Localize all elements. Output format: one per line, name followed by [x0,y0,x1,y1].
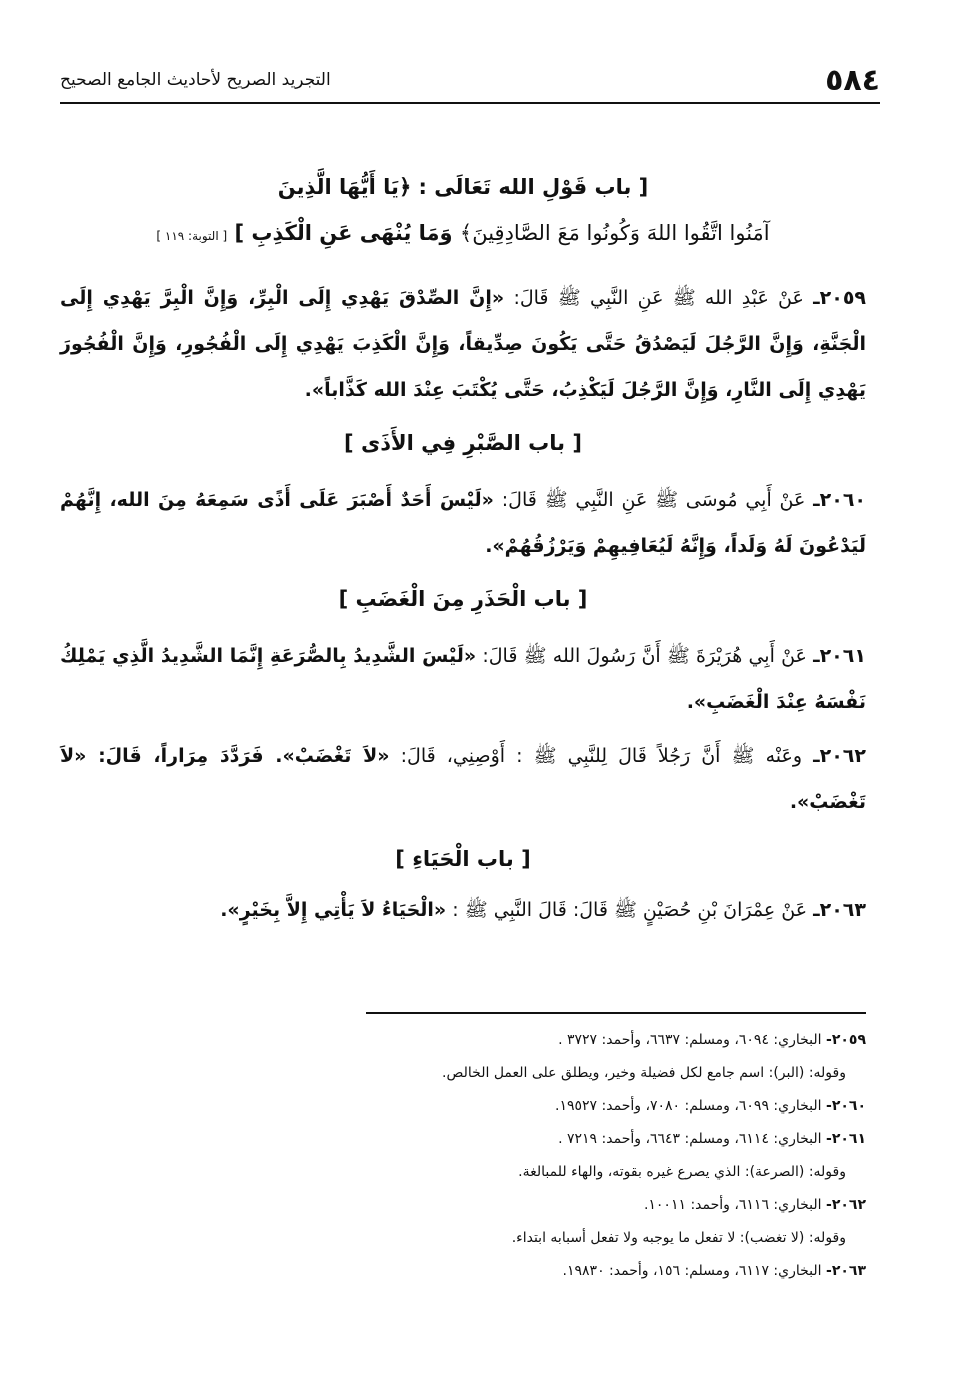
footnotes [60,1012,866,1288]
footnote-text: البخاري: ٦٠٩٩، ومسلم: ٧٠٨٠، وأحمد: ١٩٥٢٧. [555,1098,822,1114]
hadith-text: «الْحَيَاءُ لاَ يَأْتِي إِلاَّ بِخَيْرٍ». [220,899,447,921]
page-number: ٥٨٤ [825,62,880,98]
footnote-text: البخاري: ٦٠٩٤، ومسلم: ٦٦٣٧، وأحمد: ٣٧٢٧ . [558,1032,822,1048]
hadith-text: «إِنَّ الصِّدْقَ يَهْدِي إِلَى الْبِرِّ، وَإِنَّ الْبِرَّ يَهْدِي إِلَى الْجَنَّةِ، وَإِنَّ الرَّجُلَ لَيَصْدُقُ حَتَّى يَكُونَ صِدِّيقاً، وَإِنَّ الْكَذِبَ يَهْدِي إِلَى الْفُجُورِ، وَإِنَّ الْفُجُورَ يَهْدِي إِلَى النَّارِ، وَإِنَّ الرَّجُلَ لَيَكْذِبُ، حَتَّى يُكْتَبَ عِنْدَ الله كَذَّاباً». [60,287,866,401]
quran-verse: آمَنُوا اتَّقُوا اللهَ وَكُونُوا مَعَ الصَّادِقِينَ﴾ [459,221,770,245]
footnote-divider [366,1012,866,1014]
hadith-paragraph [60,477,866,569]
footnote-note [60,1222,866,1255]
footnote-number: ٢٠٦١- [826,1131,866,1147]
hadith-paragraph [60,887,866,933]
footnote [60,1123,866,1156]
hadith-text: «لاَ تَغْضَبْ». فَرَدَّدَ مِرَاراً، قَالَ: «لاَ تَغْضَبْ». [60,745,866,813]
running-title: التجريد الصريح لأحاديث الجامع الصحيح [60,70,331,90]
footnote [60,1255,866,1288]
footnote-text: البخاري: ٦١١٧، ومسلم: ١٥٦، وأحمد: ١٩٨٣٠. [562,1263,822,1279]
hadith-intro: عَنْ عِمْرَانَ بْنِ حُصَيْنٍ ﷺ قَالَ: قَالَ النَّبِي ﷺ : [452,899,808,921]
hadith-number: ٢٠٦٠ـ [813,489,867,511]
chapter-title: [ باب قَوْلِ الله تَعَالَى : ﴿يَا أَيُّهَا الَّذِينَ [277,175,649,199]
footnote-text: البخاري: ٦١١٤، ومسلم: ٦٦٤٣، وأحمد: ٧٢١٩ . [558,1131,822,1147]
verse-reference: [ التوبة: ١١٩ ] [156,229,228,243]
hadith-intro: عَنْ أَبِي هُرَيْرَةَ ﷺ أَنَّ رَسُولَ الله ﷺ قَالَ: [482,645,807,667]
footnote [60,1090,866,1123]
hadith-number: ٢٠٥٩ـ [813,287,867,309]
hadith-intro: عَنْ عَبْدِ الله ﷺ عَنِ النَّبِي ﷺ قَالَ: [513,287,804,309]
hadith-number: ٢٠٦١ـ [813,645,866,667]
footnote-text: وقوله: (الصرعة): الذي يصرع غيره بقوته، والهاء للمبالغة. [518,1164,846,1180]
chapter-title-rest: وَمَا يُنْهَى عَنِ الْكَذِبِ ] [234,221,453,245]
main-text [60,150,866,933]
hadith-number: ٢٠٦٢ـ [813,745,866,767]
chapter-heading: [ باب الْحَيَاءِ ] [395,847,531,871]
page-header [60,58,880,104]
hadith-paragraph [60,733,866,825]
chapter-title-line2 [60,216,866,253]
footnote-text: وقوله: (لا تغضب): لا تفعل ما يوجبه ولا تفعل أسبابه ابتداء. [511,1230,846,1246]
footnote-number: ٢٠٦٢- [826,1197,866,1213]
chapter-heading: [ باب الْحَذَرِ مِنَ الْغَضَبِ ] [338,587,588,611]
footnote-note [60,1156,866,1189]
hadith-intro: عَنْ أَبِي مُوسَى ﷺ عَنِ النَّبِي ﷺ قَالَ: [501,489,806,511]
footnote-note [60,1057,866,1090]
footnote-number: ٢٠٥٩- [826,1032,866,1048]
hadith-text: «لَيْسَ أَحَدٌ أَصْبَرَ عَلَى أَذًى سَمِعَهُ مِنَ الله، إِنَّهُمْ لَيَدْعُونَ لَهُ وَلَداً، وَإِنَّهُ لَيُعَافِيهِمْ وَيَرْزُقُهُمْ». [60,489,866,557]
footnote-number: ٢٠٦٠- [826,1098,866,1114]
hadith-paragraph [60,275,866,413]
footnote [60,1189,866,1222]
chapter-heading [60,170,866,253]
chapter-heading: [ باب الصَّبْرِ فِي الأَذَى ] [344,431,582,455]
footnote [60,1024,866,1057]
footnote-text: البخاري: ٦١١٦، وأحمد: ١٠٠١١. [643,1197,822,1213]
hadith-text: «لَيْسَ الشَّدِيدُ بِالصُّرَعَةِ إِنَّمَا الشَّدِيدُ الَّذِي يَمْلِكُ نَفْسَهُ عِنْدَ الْغَضَبِ». [60,645,866,713]
hadith-paragraph [60,633,866,725]
hadith-number: ٢٠٦٣ـ [813,899,866,921]
footnote-number: ٢٠٦٣- [826,1263,866,1279]
hadith-intro: وعَنْه ﷺ أَنَّ رَجُلاً قَالَ لِلنَّبِي ﷺ : أَوْصِنِي، قَالَ: [400,745,803,767]
footnote-text: وقوله: (البر): اسم جامع لكل فضيلة وخير، ويطلق على العمل الخالص. [442,1065,846,1081]
